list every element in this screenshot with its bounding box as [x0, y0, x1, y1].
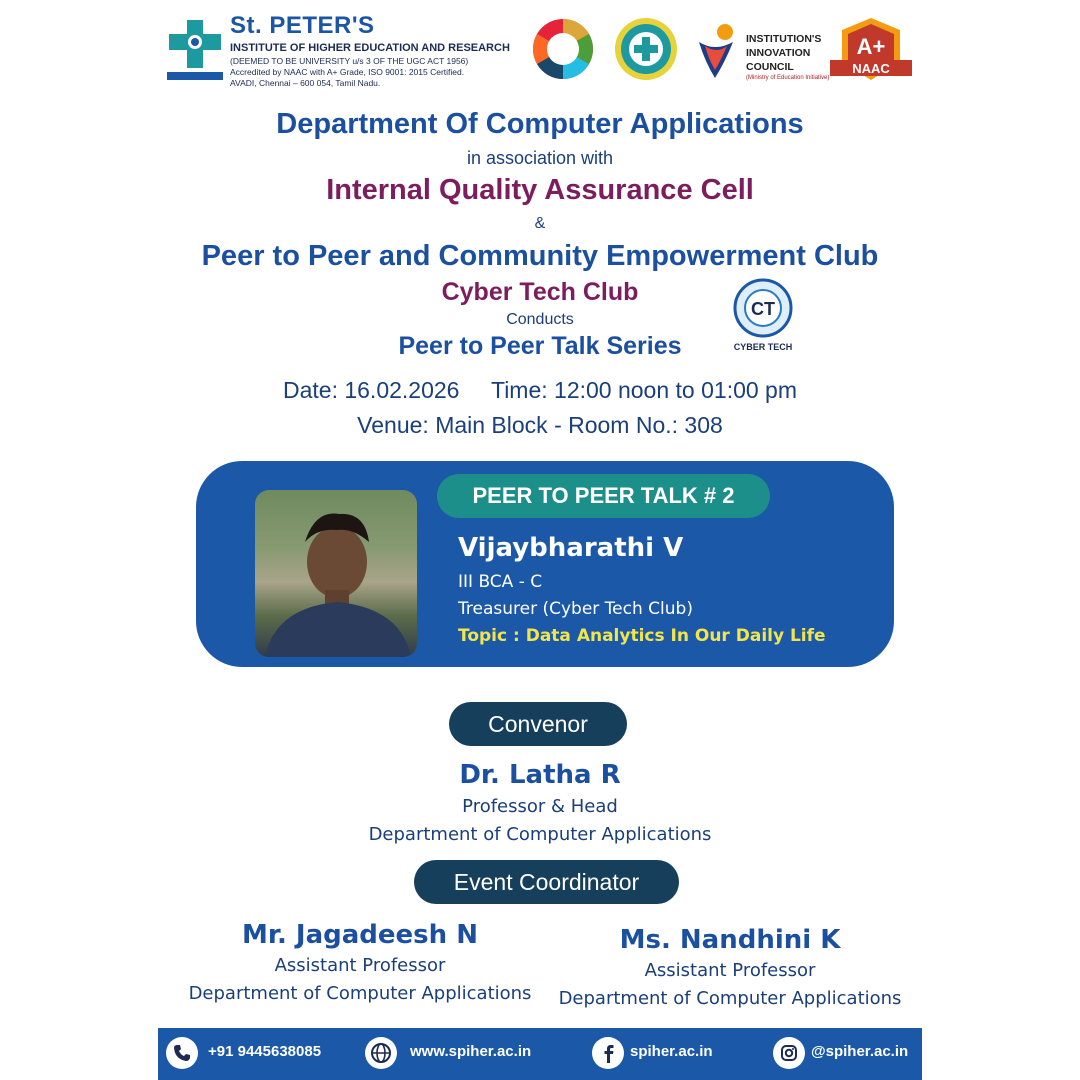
website-link[interactable]: www.spiher.ac.in: [410, 1043, 532, 1060]
coordinator-2-name: Ms. Nandhini K: [619, 925, 841, 955]
date-time-line: Date: 16.02.2026 Time: 12:00 noon to 01:00 pm: [282, 377, 798, 403]
coordinator-2-role: Assistant Professor: [644, 960, 816, 981]
iic-text-line2: INNOVATION: [746, 47, 811, 59]
institute-deemed-line: (DEEMED TO BE UNIVERSITY u/s 3 OF THE UGC ACT 1956): [230, 56, 469, 66]
speaker-role: Treasurer (Cyber Tech Club): [458, 599, 693, 619]
iqac-title: Internal Quality Assurance Cell: [326, 174, 754, 206]
institute-subtitle: INSTITUTE OF HIGHER EDUCATION AND RESEARCH: [230, 42, 510, 54]
convenor-label: Convenor: [449, 702, 627, 746]
facebook-icon: [592, 1037, 624, 1069]
ct-logo-caption: CYBER TECH: [733, 342, 793, 352]
speaker-name: Vijaybharathi V: [458, 533, 684, 563]
naac-label-text: NAAC: [852, 61, 890, 76]
speaker-class: III BCA - C: [458, 572, 543, 592]
convenor-department: Department of Computer Applications: [368, 824, 712, 845]
naac-badge-logo: [828, 16, 914, 84]
talk-topic: Topic : Data Analytics In Our Daily Life: [458, 626, 826, 646]
department-title: Department Of Computer Applications: [276, 108, 804, 140]
phone-icon: [166, 1037, 198, 1069]
iic-text-line4: (Ministry of Education Initiative): [746, 75, 830, 81]
institute-logo: [165, 16, 225, 84]
iic-text-line1: INSTITUTION'S: [746, 33, 822, 45]
institute-address-line: AVADI, Chennai – 600 054, Tamil Nadu.: [230, 78, 381, 88]
coordinator-1-department: Department of Computer Applications: [188, 983, 532, 1004]
coordinator-2-department: Department of Computer Applications: [558, 988, 902, 1009]
p2p-club-title: Peer to Peer and Community Empowerment Club: [201, 240, 879, 272]
coordinator-1-role: Assistant Professor: [274, 955, 446, 976]
instagram-link[interactable]: @spiher.ac.in: [811, 1043, 909, 1060]
ampersand-text: &: [534, 215, 546, 232]
institute-accreditation-line: Accredited by NAAC with A+ Grade, ISO 9001: 2015 Certified.: [230, 67, 465, 77]
talk-series-title: Peer to Peer Talk Series: [398, 332, 682, 360]
instagram-icon: [773, 1037, 805, 1069]
coordinator-1-name: Mr. Jagadeesh N: [242, 920, 478, 950]
conducts-text: Conducts: [506, 311, 574, 328]
talk-number-badge: PEER TO PEER TALK # 2: [437, 474, 770, 518]
iic-text-line3: COUNCIL: [746, 61, 794, 73]
coordinator-label: Event Coordinator: [414, 860, 679, 904]
facebook-link[interactable]: spiher.ac.in: [630, 1043, 713, 1060]
globe-icon: [365, 1037, 397, 1069]
venue-line: Venue: Main Block - Room No.: 308: [357, 412, 723, 438]
naac-grade-text: A+: [856, 34, 886, 59]
speaker-photo: [255, 490, 417, 657]
iic-logo: [695, 22, 741, 80]
sdg-wheel-logo: [532, 18, 594, 80]
speaker-portrait: [255, 490, 417, 657]
institute-name: St. PETER'S: [230, 12, 375, 39]
phone-number-link[interactable]: +91 9445638085: [208, 1043, 322, 1060]
iqac-seal-logo: [614, 17, 678, 81]
cyber-tech-club-title: Cyber Tech Club: [441, 278, 639, 306]
association-text: in association with: [466, 148, 614, 168]
convenor-name: Dr. Latha R: [459, 760, 621, 790]
convenor-role: Professor & Head: [462, 796, 618, 817]
cyber-tech-logo: [726, 278, 800, 360]
ct-logo-text: CT: [751, 299, 775, 319]
